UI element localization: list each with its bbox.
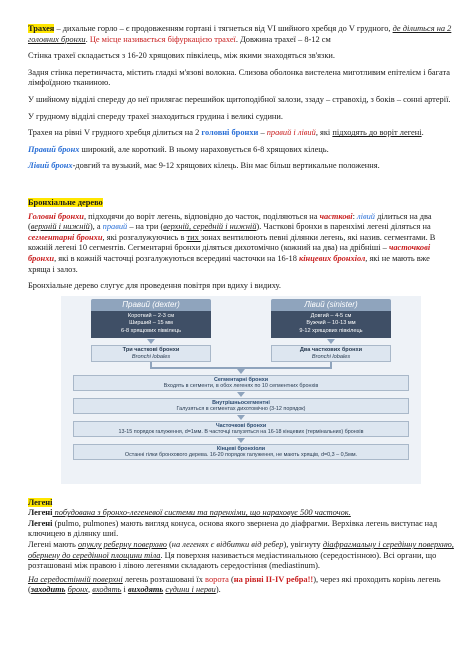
lungs-heading-line <box>28 498 454 509</box>
trachea-paragraph-6: Трахея на рівні V грудного хребця ділиться на 2 головні бронхи – правий і лівий, які підходять до воріт легені. <box>28 128 424 138</box>
lungs-paragraph-2: Легені (pulmo, pulmones) мають вигляд конуса, основа якого звернена до діафрагми. Верхівка легень виступає над ключицею в ділянку шиї. <box>28 518 438 539</box>
bronchial-tree-heading: Бронхіальне дерево <box>28 197 103 207</box>
lungs-heading: Легені <box>28 497 53 507</box>
down-arrow-icon <box>237 415 245 420</box>
right-bronchus-panel: Короткий – 2-3 см Ширший – 15 мм 6-8 хрящових півкілець <box>91 311 211 338</box>
terminal-bronchioles-box: Кінцеві бронхіоли Останні гілки бронхового дерева. 16-20 порядок галуження, не мають хрящів, d=0,3 – 0,5мм. <box>73 444 409 460</box>
down-arrow-icon <box>147 339 155 344</box>
bronchial-tree-paragraph-1: Головні бронхи, підходячи до воріт легень, відповідно до часток, поділяються на часткові: лівий ділиться на два (верхній і нижній), а правий – на три (верхній, середній і нижній). Часткові бронхи в паренхімі легені діляться на сегментарні бронхи, які розгалужуючись в тих зонах вентилюють певні ділянки легень, які назив. сегментами. В кожній легені 10 сегментів. Сегментарні бронхи діляться дихотомічно (кожний на два) на дрібніші – часточкові бронхи, які в кожній часточці розгалужуються всередині часточки на 16-18 кінцевих бронхіол, які не мають вже хряща і залоз. <box>28 211 436 274</box>
trachea-paragraph-3: Задня стінка перетинчаста, містить гладкі м'язові волокна. Слизова оболонка вистелена миготливим епітелієм і багата лімфоїдною тканиною. <box>28 67 451 88</box>
down-arrow-icon <box>237 392 245 397</box>
trachea-paragraph-2: Стінка трахеї складається з 16-20 хрящових півкілець, між якими знаходяться зв'язки. <box>28 51 335 61</box>
trachea-heading: Трахея <box>28 24 55 33</box>
intrasegmental-bronchi-box: Внутрішньосегментні Галузяться в сегментах дихотомічно (3-12 порядок) <box>73 398 409 414</box>
lungs-paragraph-3: Легені мають опуклу реберну поверхню (на легенях є відбитки від ребер), увігнуту діафрагмальну і середінну поверхню, обернену до середінної площини тіла. Ця поверхня називається медіастинальною (середостінною). Всі органи, що розташовані між правою і лівою легенями складають середостіння (mediastinum). <box>28 540 454 571</box>
trachea-intro: Трахея – дихальне горло – є продовженням гортані і тягнеться від VI шийного хребця до V грудного, де ділиться на 2 головних бронхи. Це місце називається біфуркацією трахеї. Довжина трахеї – 8-12 см <box>28 24 452 44</box>
bronchial-tree-heading-line <box>28 198 454 209</box>
down-arrow-icon <box>237 438 245 443</box>
lobular-bronchi-box: Часточкові бронхи 13-15 порядок галуження, d=1мм. В часточці галузяться на 16-18 кінцевих (термінальних) бронхів <box>73 421 409 437</box>
lungs-paragraph-4: На середостінній поверхні легень розташовані їх ворота (на рівні II-IV ребра!!), через які проходить корінь легень (заходить бронх, входять і виходять судини і нерви). <box>28 574 441 595</box>
trachea-paragraph-4: У шийному відділі спереду до неї прилягає перешийок щитоподібної залози, ззаду – стравохід, з боків – сонні артерії. <box>28 94 451 104</box>
bronchial-tree-diagram <box>61 296 421 484</box>
right-lobar-bronchi-box: Три часткові бронхи Bronchi lobales <box>91 345 211 362</box>
left-bronchus-panel: Довгий – 4-5 см Вужчий – 10-13 мм 9-12 хрящових півкілець <box>271 311 391 338</box>
down-arrow-icon <box>237 369 245 374</box>
lungs-paragraph-1: Легені побудована з бронхо-легеневої системи та паренхіми, що нараховує 500 часточок. <box>28 508 351 518</box>
bronchial-tree-paragraph-2: Бронхіальне дерево слугує для проведення повітря при вдиху і видиху. <box>28 281 282 291</box>
trachea-paragraph-7: Правий бронх широкий, але короткий. В ньому нараховується 6-8 хрящових кілець. <box>28 144 329 154</box>
trachea-paragraph-5: У грудному відділі спереду трахеї знаходиться грудина і великі судини. <box>28 111 283 121</box>
trachea-paragraph-8: Лівий бронх-довгий та вузький, має 9-12 хрящових кілець. Він має більш вертикальне положення. <box>28 161 380 171</box>
right-bronchus-header: Правий (dexter) <box>91 299 211 311</box>
segmental-bronchi-box: Сегментарні бронхи Входять в сегменти, в обох легенях по 10 сегментних бронхів <box>73 375 409 391</box>
left-bronchus-header: Лівий (sinister) <box>271 299 391 311</box>
left-lobar-bronchi-box: Два часткових бронхи Bronchi lobales <box>271 345 391 362</box>
down-arrow-icon <box>327 339 335 344</box>
